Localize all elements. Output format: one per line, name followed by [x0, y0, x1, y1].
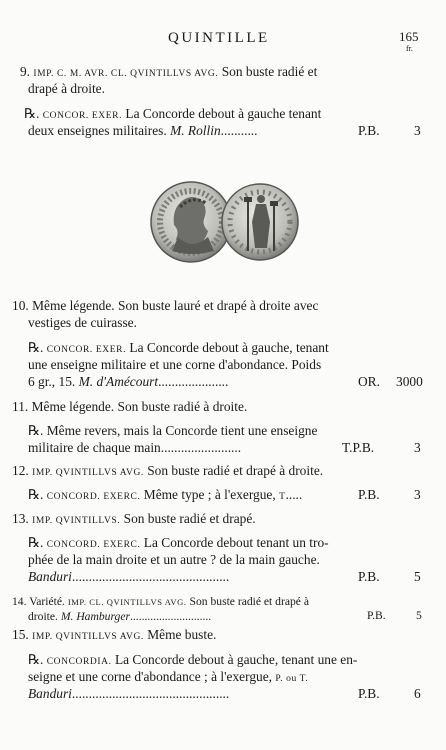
variety-label: Variété. — [29, 595, 65, 608]
entry-obverse — [12, 510, 256, 530]
coin-illustration — [150, 171, 300, 278]
leader-dots: ..... — [285, 487, 303, 502]
reverse-legend: CONCORD. EXERC. — [46, 540, 141, 550]
entry-obverse — [12, 398, 247, 415]
reverse-description: Même revers, mais la Concorde tient une enseigne — [46, 423, 318, 438]
obverse-description: Son buste radié et drapé à — [189, 595, 309, 608]
leader-dots: ............................................... — [71, 686, 230, 701]
obverse-description-cont: drapé à droite. — [28, 81, 105, 96]
reverse-legend: CONCORD. EXERC. — [46, 492, 141, 502]
reverse-description-cont: une enseigne militaire et une corne d'abondance. Poids — [28, 357, 322, 372]
value: 3000 — [396, 374, 423, 389]
weight: 6 gr., 15. — [28, 374, 76, 389]
entry-number: 14. — [12, 595, 27, 608]
entry-number: 9. — [19, 64, 30, 79]
obverse-legend: IMP. QVINTILLVS AVG. — [32, 632, 144, 642]
entry-obverse — [12, 626, 216, 646]
reverse-description: La Concorde debout tenant un tro- — [143, 535, 329, 550]
reverse-description: Même type ; à l'exergue, — [143, 487, 276, 502]
reverse-description-cont — [28, 122, 258, 139]
grade: P.B. — [367, 609, 386, 622]
reverse-symbol: ℞. — [28, 487, 44, 502]
reverse-legend: CONCOR. EXER. — [42, 111, 123, 121]
reverse-description-cont-2 — [28, 685, 229, 702]
exergue-mark: T — [279, 492, 286, 502]
grade: P.B. — [358, 686, 380, 701]
obverse-legend: IMP. QVINTILLVS AVG. — [32, 468, 144, 478]
entry-number: 12. — [12, 463, 29, 478]
reverse-description: La Concorde debout à gauche, tenant une en- — [114, 652, 358, 667]
obverse-description: Son buste radié et drapé. — [123, 511, 256, 526]
obverse-description: Son buste radié et drapé à droite. — [147, 463, 324, 478]
leader-dots: ........... — [220, 123, 258, 138]
entry-obverse — [12, 594, 309, 610]
leader-dots: ............................ — [130, 610, 212, 623]
entry-number: 11. — [12, 399, 29, 414]
obverse-legend: IMP. CL. QVINTILLVS AVG. — [67, 597, 187, 607]
reverse-symbol: ℞. — [28, 423, 44, 438]
value: 3 — [414, 487, 421, 502]
reverse-description-cont-2 — [28, 373, 228, 390]
entry-number: 15. — [12, 627, 29, 642]
entry-reverse — [28, 422, 317, 439]
page-title: QUINTILLE — [168, 30, 270, 46]
reverse-description: La Concorde debout à gauche tenant — [125, 106, 322, 121]
grade: P.B. — [358, 487, 380, 502]
collector: Banduri — [28, 569, 72, 584]
value: 5 — [414, 569, 421, 584]
value: 5 — [416, 609, 422, 622]
obverse-description: Même légende. Son buste lauré et drapé à droite avec — [32, 298, 319, 313]
obverse-description: Même légende. Son buste radié à droite. — [31, 399, 248, 414]
entry-number: 10. — [12, 298, 29, 313]
reverse-description: La Concorde debout à gauche, tenant — [129, 340, 329, 355]
entry-number: 13. — [12, 511, 29, 526]
obverse-description-cont: vestiges de cuirasse. — [28, 315, 137, 330]
reverse-description-text: seigne et une corne d'abondance ; à l'exergue, — [28, 669, 273, 684]
grade: P.B. — [358, 569, 380, 584]
reverse-description-text: militaire de chaque main — [28, 440, 161, 455]
leader-dots: ........................ — [160, 440, 242, 455]
obverse-legend: IMP. QVINTILLVS. — [32, 516, 121, 526]
grade: OR. — [358, 374, 380, 389]
exergue-mark: P. ou T. — [275, 674, 309, 684]
reverse-legend: CONCORDIA. — [46, 657, 112, 667]
obverse-description: Son buste radié et — [221, 64, 318, 79]
collector: Banduri — [28, 686, 72, 701]
obverse-description-cont — [28, 609, 211, 624]
value: 6 — [414, 686, 421, 701]
collector: M. Rollin — [170, 123, 221, 138]
obverse-description-text: droite. — [28, 610, 58, 623]
reverse-description-cont-2 — [28, 568, 229, 585]
reverse-legend: CONCOR. EXER. — [46, 345, 127, 355]
leader-dots: ..................... — [158, 374, 229, 389]
reverse-description-text: deux enseignes militaires. — [28, 123, 167, 138]
collector: M. Hamburger — [60, 610, 130, 623]
collector: M. d'Amécourt — [78, 374, 159, 389]
grade: P.B. — [358, 123, 380, 138]
coin-obverse — [151, 182, 231, 262]
obverse-legend: IMP. C. M. AVR. CL. QVINTILLVS AVG. — [33, 69, 219, 79]
entry-reverse — [28, 486, 302, 506]
reverse-symbol: ℞. — [24, 106, 40, 121]
reverse-symbol: ℞. — [28, 652, 44, 667]
coin-reverse — [222, 184, 298, 260]
leader-dots: ............................................... — [71, 569, 230, 584]
reverse-description-cont — [28, 439, 241, 456]
reverse-symbol: ℞. — [28, 535, 44, 550]
value: 3 — [414, 123, 421, 138]
obverse-description: Même buste. — [147, 627, 217, 642]
value: 3 — [414, 440, 421, 455]
reverse-description-cont: phée de la main droite et un autre ? de la main gauche. — [28, 552, 320, 567]
entry-obverse — [12, 297, 318, 314]
grade: T.P.B. — [342, 440, 375, 455]
currency-unit: fr. — [406, 44, 413, 53]
reverse-symbol: ℞. — [28, 340, 44, 355]
entry-obverse — [12, 462, 323, 482]
page-number: 165 — [399, 29, 419, 44]
coin-pair-image — [150, 171, 300, 273]
